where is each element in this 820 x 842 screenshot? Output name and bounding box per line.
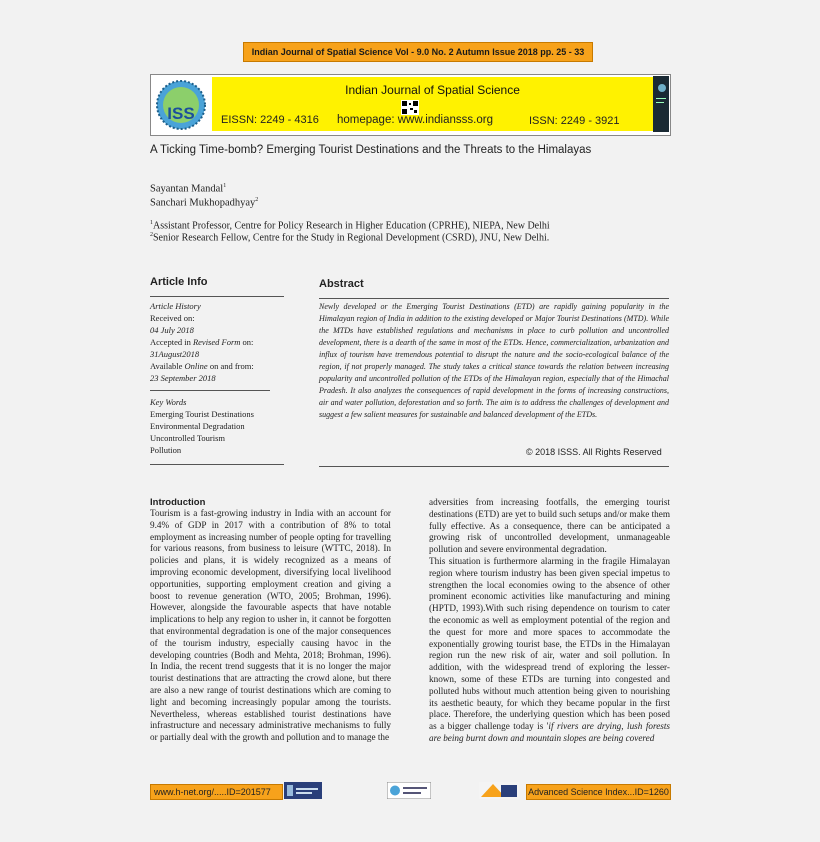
divider (150, 390, 270, 391)
available-label: Available Online on and from: (150, 361, 254, 371)
keyword: Environmental Degradation (150, 421, 245, 431)
introduction-heading: Introduction (150, 497, 206, 508)
journal-name: Indian Journal of Spatial Science (345, 83, 520, 97)
keyword: Pollution (150, 445, 182, 455)
intro-right-column (429, 497, 670, 745)
author-2: Sanchari Mukhopadhyay$^2$ (150, 197, 259, 209)
received-label: Received on: (150, 313, 195, 323)
abstract-text: Newly developed or the Emerging Tourist Destinations (ETD) are rapidly gaining popularity in the Himalayan region of India in addition to the existing developed or Major Tourist Destinations (MTD). While the MTDs have established regulations and mechanisms in place to curb pollution and uncontrolled development, there is a dearth of the same in most of the ETDs. Hence, commercialization, urbanization and influx of tourism have tremendous potential to disrupt the nature and the socio-ecological balance of the region, if not properly managed. The study takes a critical stance towards the relation between increasing popularity and uncontrolled pollution of the ETDs of the Himalayan region, especially that of the Himachal Pradesh. It also analyzes the consequences of rapid development in the forms of increasing constructions, air and water pollution, deforestation and so forth. The aim is to address the challenges of development and suggest a few salient measures for sustainable and balanced development of the ETDs. (319, 302, 669, 419)
affiliation-1: $^1$Assistant Professor, Centre for Policy Research in Higher Education (CPRHE), NIEPA, New Delhi (150, 220, 550, 232)
divider (319, 298, 669, 299)
iss-logo-icon (153, 79, 209, 131)
eissn: EISSN: 2249 - 4316 (221, 114, 319, 126)
keyword: Uncontrolled Tourism (150, 433, 226, 443)
accepted-date: 31August2018 (150, 349, 200, 359)
intro-left-column: Tourism is a fast-growing industry in India with an account for 9.4% of GDP in 2017 with a contribution of 8% to total employment as increasing number of people opting for travelling for various reasons, from business to leisure (WTTC, 2018). In policies and plans, it is widely recognized as a means of improving economic development, diversifying local livelihood opportunities, supporting employment creation and giving a boost to revenue generation (WTO, 2005; Brohman, 1996). However, alongside the favourable aspects that have notable implications to help any region to usher in, it cannot be forgotten that environmental degradation is one of the major consequences of the tourism industry, especially causing havoc in the developing countries (Bodh and Mehta, 2018; Brohman, 1996). In India, the recent trend suggests that it is no longer the major tourist destinations that are attracting the crowd alone, but there are also a new range of tourist destinations which are coming to light and becoming increasingly popular among the tourists. Nevertheless, whereas established tourist destinations have infrastructure and necessary administrative mechanisms to fully or partially deal with the growth and pollution and to manage the (150, 508, 391, 743)
article-info-heading: Article Info (150, 276, 208, 288)
available-date: 23 September 2018 (150, 373, 216, 383)
keywords-label: Key Words (150, 397, 187, 407)
h-net-link[interactable]: www.h-net.org/.....ID=201577 (150, 784, 283, 800)
keyword: Emerging Tourist Destinations (150, 409, 254, 419)
journal-banner: Indian Journal of Spatial Science Vol - 9.0 No. 2 Autumn Issue 2018 pp. 25 - 33 (243, 42, 593, 62)
advanced-science-index-link[interactable]: Advanced Science Index...ID=1260 (526, 784, 671, 800)
intro-paragraph: This situation is furthermore alarming in the fragile Himalayan region where tourism industry has been given special impetus to strengthen the local economies owing to the absence of other prominent economic activities like manufacturing and mining (HPTD, 1993).With such rising dependence on tourism to cater the economic as well as employment potential of the region and the quest for more and more spaces to accommodate the exponentially growing tourist base, the ETDs in the Himalayan region run the new risk of air, water and soil pollution. In addition, with the widespread trend of exploring the lesser-known, some of these ETDs are turning into congested and polluted hubs without much attention being given to nourishing its aesthetic beauty, for which they became popular in the first place. Therefore, the underlying question which has been posed as a bigger challenge today is 'if rivers are drying, lush forests are being burnt down and mountain slopes are being covered (429, 555, 670, 743)
abstract-heading: Abstract (319, 278, 364, 290)
copyright: © 2018 ISSS. All Rights Reserved (526, 447, 662, 457)
accepted-label: Accepted in Revised Form on: (150, 337, 254, 347)
paper-title: A Ticking Time-bomb? Emerging Tourist Destinations and the Threats to the Himalayas (150, 144, 592, 156)
received-date: 04 July 2018 (150, 325, 194, 335)
article-history-label: Article History (150, 301, 201, 311)
journal-header-panel (212, 77, 653, 131)
journal-header (150, 74, 671, 136)
journal-cover-icon (653, 76, 669, 132)
scientific-index-logo-icon (479, 782, 519, 799)
homepage-link[interactable]: homepage: www.indiansss.org (337, 114, 493, 126)
qr-code-icon (401, 100, 419, 115)
author-1: Sayantan Mandal$^1$ (150, 183, 227, 195)
intro-paragraph: adversities from increasing footfalls, the emerging tourist destinations (ETD) are yet to build such setups and/or make them fully effective. As a consequence, there can be anticipated a growing risk of uncontrolled development, unmanageable pollution and severe environmental degradation. (429, 497, 670, 555)
divider (150, 464, 284, 465)
google-scholar-logo-icon (387, 782, 431, 799)
issn: ISSN: 2249 - 3921 (529, 115, 620, 127)
index-logo-icon (284, 782, 322, 799)
divider (150, 296, 284, 297)
affiliation-2: $^2$Senior Research Fellow, Centre for the Study in Regional Development (CSRD), JNU, New Delhi. (150, 232, 550, 244)
iss-logo-text: ISS (167, 104, 195, 123)
divider (319, 466, 669, 467)
